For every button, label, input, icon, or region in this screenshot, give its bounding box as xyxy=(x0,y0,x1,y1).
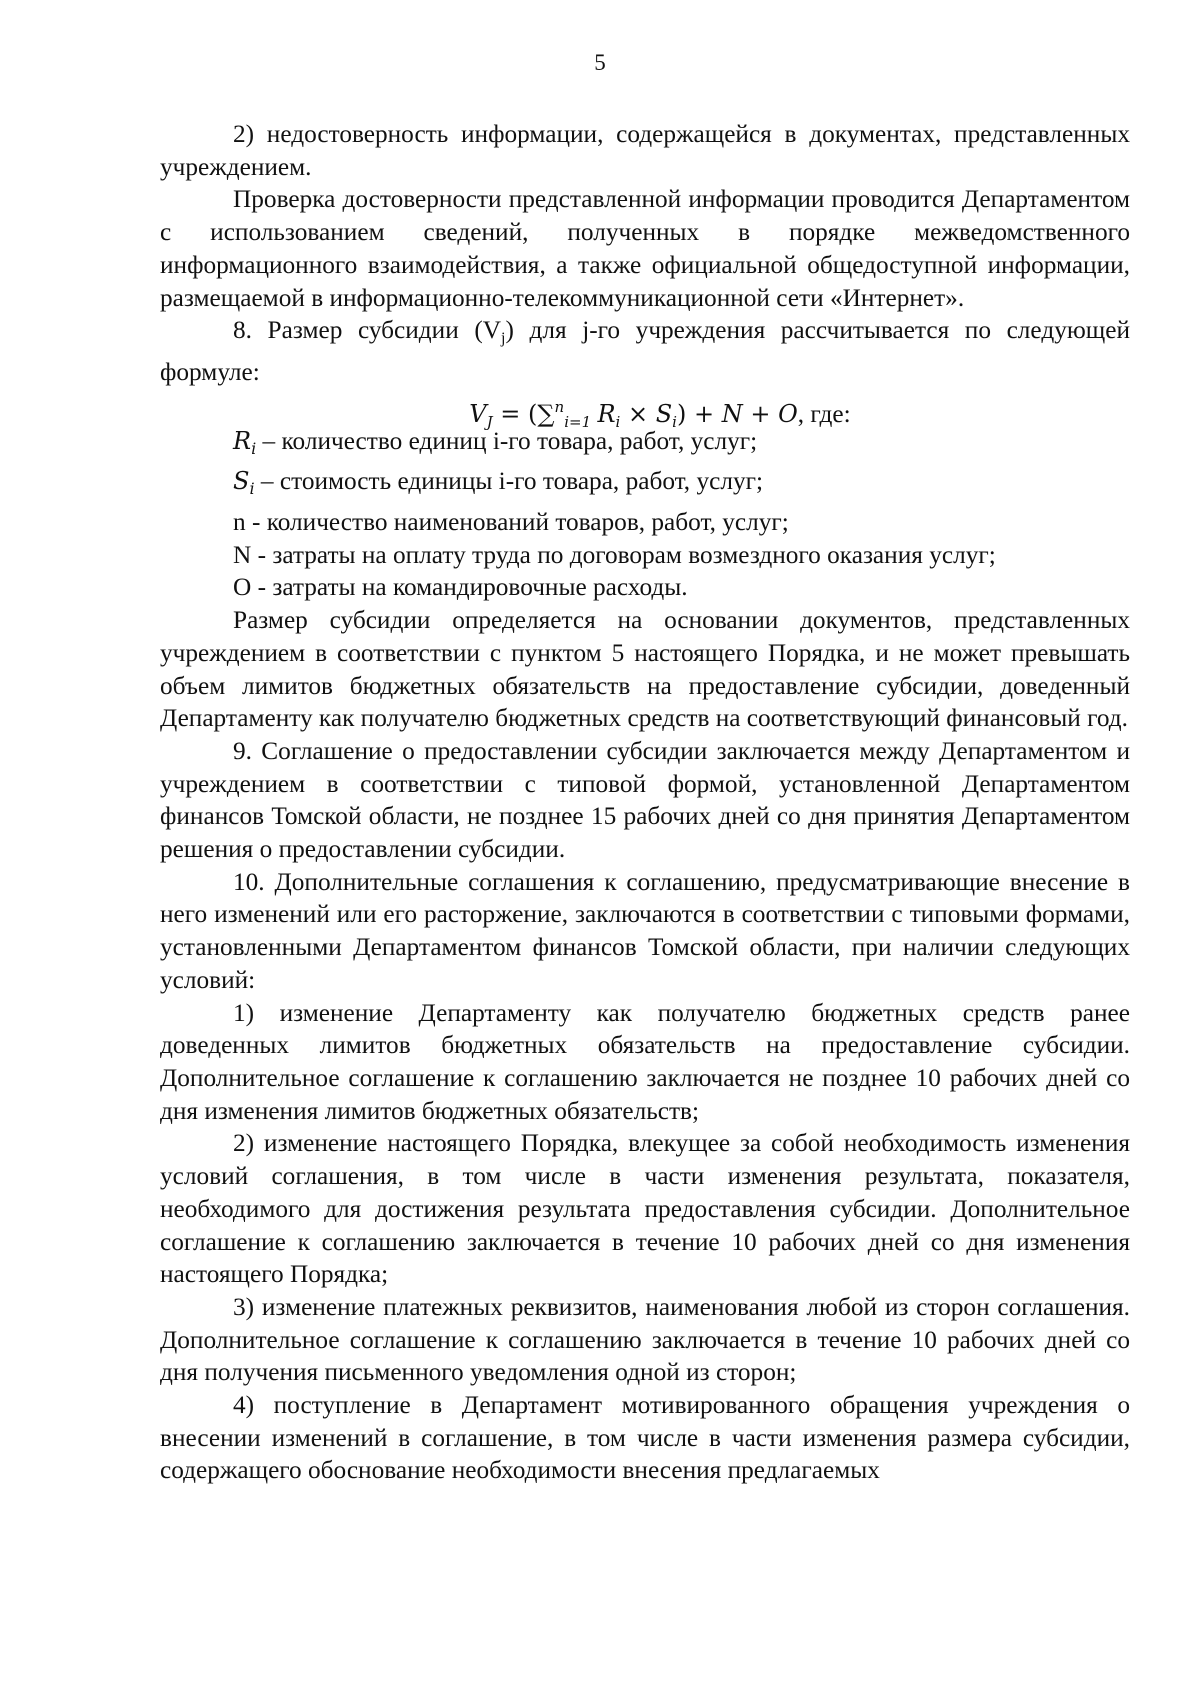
formula-n: N xyxy=(721,399,743,428)
formula-sum-sub: i=1 xyxy=(564,412,592,431)
subsidy-formula xyxy=(160,389,1130,431)
document-body xyxy=(160,118,1130,1487)
definition-s xyxy=(160,465,1130,506)
paragraph-item-2-unreliable-info: 2) недостоверность информации, содержащейся в документах, представленных учреждением. xyxy=(160,120,1130,181)
paragraph-10-condition-1: 1) изменение Департаменту как получателю бюджетных средств ранее доведенных лимитов бюджетных обязательств на предоставление субсидии. Дополнительное соглашение к соглашению заключается не позднее 10 рабочих дней со дня изменения лимитов бюджетных обязательств; xyxy=(160,998,1130,1125)
formula-o: O xyxy=(778,399,798,428)
definition-n-labor: N - затраты на оплату труда по договорам возмездного оказания услуг; xyxy=(233,540,996,569)
page-number: 5 xyxy=(594,50,606,75)
paragraph-10-condition-2: 2) изменение настоящего Порядка, влекущее за собой необходимость изменения условий соглашения, в том числе в части изменения результата, показателя, необходимого для достижения результата предоставления субсидии. Дополнительное соглашение к соглашению заключается в течение 10 рабочих дней со дня изменения настоящего Порядка; xyxy=(160,1129,1130,1289)
definition-o-travel: O - затраты на командировочные расходы. xyxy=(233,573,688,602)
paragraph-10-additional-agreements: 10. Дополнительные соглашения к соглашению, предусматривающие внесение в него изменений или его расторжение, заключаются в соответствии с типовыми формами, установленными Департаментом финансов Томской области, при наличии следующих условий: xyxy=(160,867,1130,994)
definition-r-sub: i xyxy=(251,438,257,458)
formula-times: × xyxy=(620,399,656,428)
paragraph-9-agreement: 9. Соглашение о предоставлении субсидии заключается между Департаментом и учреждением в соответствии с типовой формой, установленной Департаментом финансов Томской области, не позднее 15 рабочих дней со дня принятия Департаментом решения о предоставлении субсидии. xyxy=(160,736,1130,864)
p8-after: ) для j-го учреждения рассчитывается по следующей формуле: xyxy=(160,316,1130,386)
definition-s-sub: i xyxy=(249,479,255,499)
paragraph-subsidy-limit: Размер субсидии определяется на основании документов, представленных учреждением в соответствии с пунктом 5 настоящего Порядка, и не может превышать объем лимитов бюджетных обязательств на предоставление субсидии, доведенный Департаменту как получателю бюджетных средств на соответствующий финансовый год. xyxy=(160,606,1130,733)
formula-s-sub: i xyxy=(672,412,677,431)
paragraph-verification: Проверка достоверности представленной информации проводится Департаментом с использованием сведений, полученных в порядке межведомственного информационного взаимодействия, а также официальной общедоступной информации, размещаемой в информационно-телекоммуникационной сети «Интернет». xyxy=(160,185,1130,312)
formula-r-sub: i xyxy=(615,412,621,431)
paragraph-8-subsidy-size xyxy=(160,314,1130,388)
paragraph-10-condition-3: 3) изменение платежных реквизитов, наименования любой из сторон соглашения. Дополнительное соглашение к соглашению заключается в течение 10 рабочих дней со дня получения письменного уведомления одной из сторон; xyxy=(160,1292,1130,1387)
formula-s: S xyxy=(655,399,673,428)
formula-sum-sup: n xyxy=(554,397,565,416)
formula-lhs: V xyxy=(469,399,487,428)
definition-r xyxy=(160,425,1130,466)
definition-s-symbol: S xyxy=(233,467,250,496)
formula-eq: = ( xyxy=(492,399,538,428)
paragraph-10-condition-4: 4) поступление в Департамент мотивированного обращения учреждения о внесении изменений в соглашение, в том числе в части изменения размера субсидии, содержащего обоснование необходимости внесения предлагаемых xyxy=(160,1391,1130,1485)
formula-rest: ) + xyxy=(676,399,722,428)
p8-subscript: j xyxy=(501,330,506,348)
formula-r: R xyxy=(597,399,616,428)
formula-sum: ∑ xyxy=(537,399,555,428)
p8-before: 8. Размер субсидии (V xyxy=(233,316,502,345)
formula-lhs-sub: J xyxy=(486,412,493,431)
definition-n-count: n - количество наименований товаров, работ, услуг; xyxy=(233,508,789,537)
formula-plus: + xyxy=(742,399,779,428)
definition-r-symbol: R xyxy=(233,426,252,455)
definition-s-text: – стоимость единицы i-го товара, работ, услуг; xyxy=(254,467,763,496)
definition-r-text: – количество единиц i-го товара, работ, услуг; xyxy=(256,426,758,455)
formula-tail: , где: xyxy=(797,399,851,428)
